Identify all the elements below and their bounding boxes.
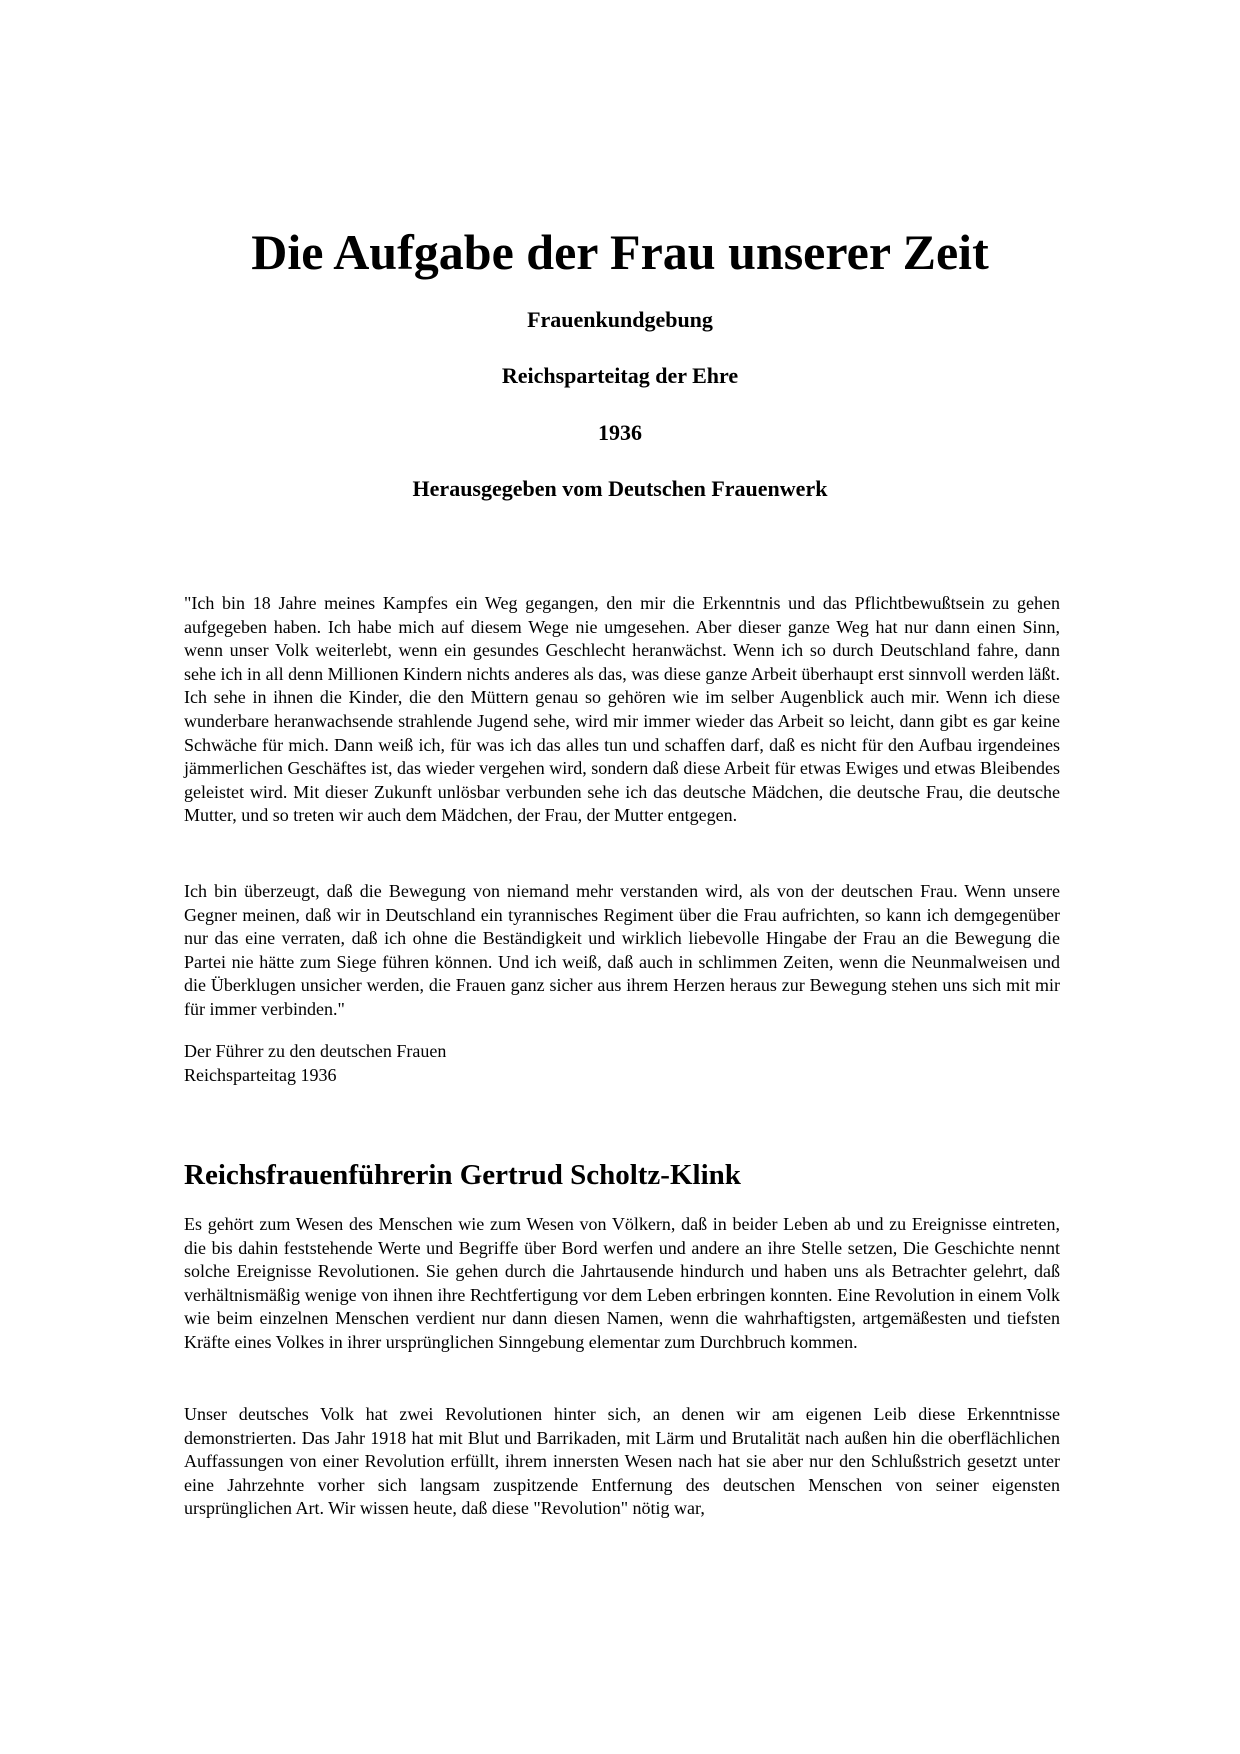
subtitle-event: Frauenkundgebung <box>527 307 713 332</box>
attribution-line-event: Reichsparteitag 1936 <box>184 1064 337 1085</box>
section-paragraph-2: Unser deutsches Volk hat zwei Revolutionen hinter sich, an denen wir am eigenen Leib diese Erkenntnisse demonstrierten. Das Jahr 1918 hat mit Blut und Barrikaden, mit Lärm und Brutalität nach außen hin die oberflächlichen Auffassungen von einer Revolution erfüllt, ihrem innersten Wesen nach hat sie aber nur den Schlußstrich gesetzt unter eine Jahrzehnte vorher sich langsam zuspitzende Entfernung des deutschen Menschen von seiner eigensten ursprünglichen Art. Wir wissen heute, daß diese "Revolution" nötig war, <box>184 1404 1060 1519</box>
publisher-line: Herausgegeben vom Deutschen Frauenwerk <box>412 476 828 501</box>
subtitle-year: 1936 <box>598 420 642 445</box>
document-title: Die Aufgabe der Frau unserer Zeit <box>251 224 989 280</box>
quote-paragraph-2: Ich bin überzeugt, daß die Bewegung von niemand mehr verstanden wird, als von der deutschen Frau. Wenn unsere Gegner meinen, daß wir in Deutschland ein tyrannisches Regiment über die Frau aufrichten, so kann ich demgegenüber nur das eine verraten, daß ich ohne die Beständigkeit und wirklich liebevolle Hingabe der Frau an die Bewegung die Partei nie hätte zum Siege führen können. Und ich weiß, daß auch in schlimmen Zeiten, wenn die Neunmalweisen und die Überklugen unsicher werden, die Frauen ganz sicher aus ihrem Herzen heraus zur Bewegung stehen uns sich mit mir für immer verbinden." <box>184 881 1060 1019</box>
attribution-line-speaker: Der Führer zu den deutschen Frauen <box>184 1041 447 1061</box>
quote-attribution <box>184 1040 1060 1087</box>
section-heading: Reichsfrauenführerin Gertrud Scholtz-Klink <box>184 1159 741 1191</box>
section-paragraph-1: Es gehört zum Wesen des Menschen wie zum Wesen von Völkern, daß in beider Leben ab und zu Ereignisse eintreten, die bis dahin feststehende Werte und Begriffe über Bord werfen und andere an ihre Stelle setzen, Die Geschichte nennt solche Ereignisse Revolutionen. Sie gehen durch die Jahrtausende hindurch und haben uns als Betrachter gelehrt, daß verhältnismäßig wenige von ihnen ihre Rechtfertigung vor dem Leben erbringen konnten. Eine Revolution in einem Volk wie beim einzelnen Menschen verdient nur dann diesen Namen, wenn die wahrhaftigsten, artgemäßesten und tiefsten Kräfte eines Volkes in ihrer ursprünglichen Sinngebung elementar zum Durchbruch kommen. <box>184 1214 1060 1352</box>
quote-paragraph-1: "Ich bin 18 Jahre meines Kampfes ein Weg gegangen, den mir die Erkenntnis und das Pflichtbewußtsein zu gehen aufgegeben haben. Ich habe mich auf diesem Wege nie umgesehen. Aber dieser ganze Weg hat nur dann einen Sinn, wenn unser Volk weiterlebt, wenn ein gesundes Geschlecht heranwächst. Wenn ich so durch Deutschland fahre, dann sehe ich in all denn Millionen Kindern nichts anderes als das, was diese ganze Arbeit überhaupt erst sinnvoll werden läßt. Ich sehe in ihnen die Kinder, die den Müttern genau so gehören wie im selber Augenblick auch mir. Wenn ich diese wunderbare heranwachsende strahlende Jugend sehe, wird mir immer wieder das Arbeit so leicht, dann gibt es gar keine Schwäche für mich. Dann weiß ich, für was ich das alles tun und schaffen darf, daß es nicht für den Aufbau irgendeines jämmerlichen Geschäftes ist, das wieder vergehen wird, sondern daß diese Arbeit für etwas Ewiges und etwas Bleibendes geleistet wird. Mit dieser Zukunft unlösbar verbunden sehe ich das deutsche Mädchen, die deutsche Frau, die deutsche Mutter, und so treten wir auch dem Mädchen, der Frau, der Mutter entgegen. <box>184 593 1060 826</box>
subtitle-rally: Reichsparteitag der Ehre <box>501 363 739 388</box>
